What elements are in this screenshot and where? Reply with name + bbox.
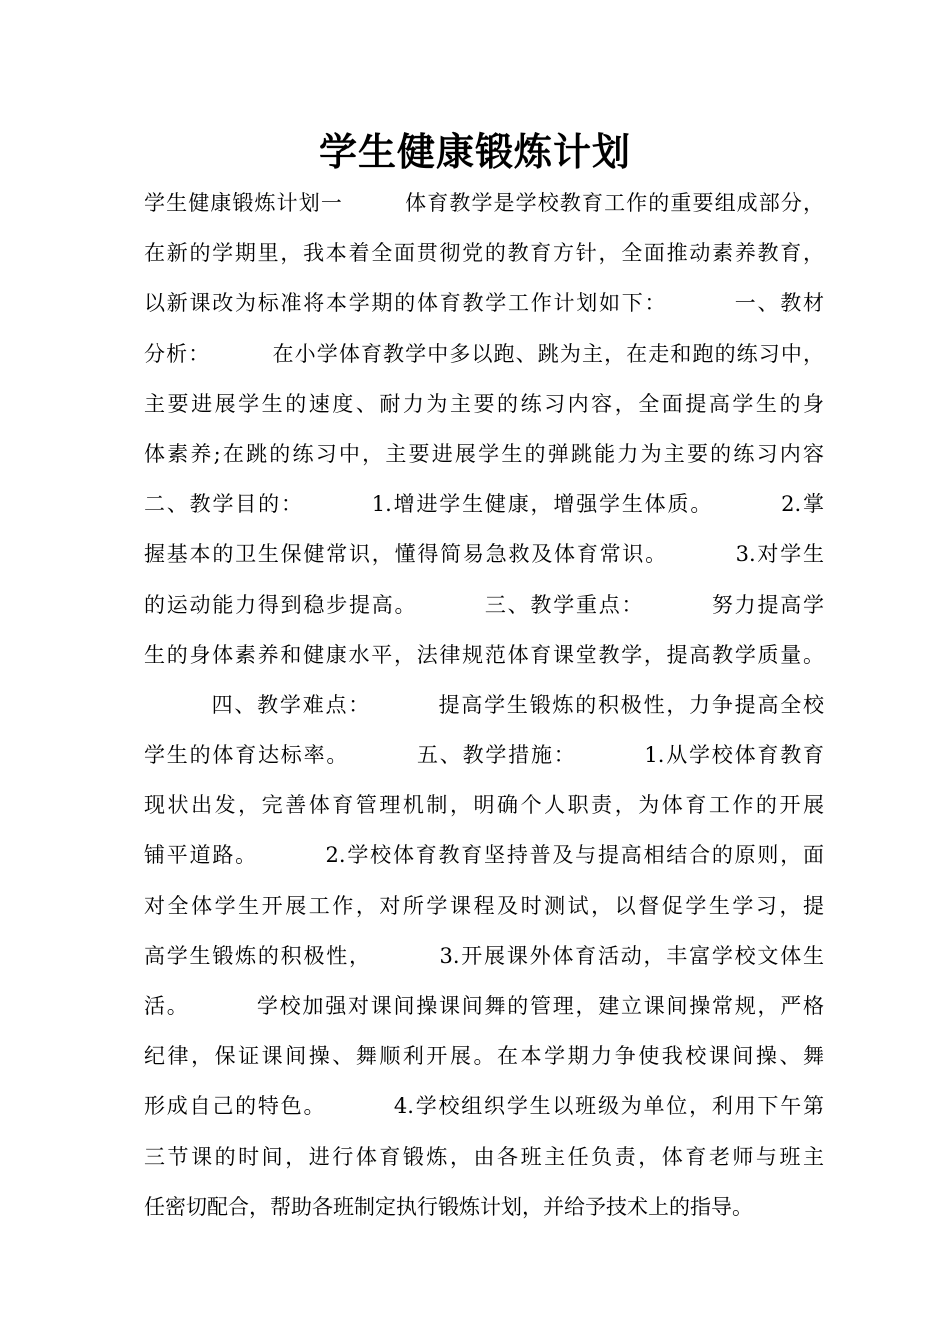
body-line: 在新的学期里，我本着全面贯彻党的教育方针，全面推动素养教育， <box>144 241 824 266</box>
document-title: 学生健康锻炼计划 <box>318 130 631 174</box>
body-line: 高学生锻炼的积极性， 3.开展课外体育活动，丰富学校文体生 <box>144 943 824 968</box>
body-line: 二、教学目的： 1.增进学生健康，增强学生体质。 2.掌 <box>144 492 824 517</box>
body-line: 现状出发，完善体育管理机制，明确个人职责，为体育工作的开展 <box>144 793 824 818</box>
body-line: 三节课的时间，进行体育锻炼，由各班主任负责，体育老师与班主 <box>144 1144 824 1169</box>
body-line: 学生的体育达标率。 五、教学措施： 1.从学校体育教育 <box>144 743 824 768</box>
body-line: 形成自己的特色。 4.学校组织学生以班级为单位，利用下午第 <box>144 1094 824 1119</box>
body-line: 对全体学生开展工作，对所学课程及时测试，以督促学生学习，提 <box>144 893 824 918</box>
body-line: 分析： 在小学体育教学中多以跑、跳为主，在走和跑的练习中， <box>144 341 824 366</box>
body-line: 任密切配合，帮助各班制定执行锻炼计划，并给予技术上的指导。 <box>144 1194 753 1219</box>
body-line: 握基本的卫生保健常识，懂得简易急救及体育常识。 3.对学生 <box>144 542 824 567</box>
document-body <box>144 178 824 1232</box>
body-line: 以新课改为标准将本学期的体育教学工作计划如下： 一、教材 <box>144 291 824 316</box>
body-line: 体素养;在跳的练习中，主要进展学生的弹跳能力为主要的练习内容 <box>144 441 824 466</box>
body-line: 纪律，保证课间操、舞顺利开展。在本学期力争使我校课间操、舞 <box>144 1044 824 1069</box>
body-line: 主要进展学生的速度、耐力为主要的练习内容，全面提高学生的身 <box>144 391 824 416</box>
body-line: 铺平道路。 2.学校体育教育坚持普及与提高相结合的原则，面 <box>144 843 824 868</box>
body-line: 生的身体素养和健康水平，法律规范体育课堂教学，提高教学质量。 <box>144 642 824 667</box>
body-line: 学生健康锻炼计划一 体育教学是学校教育工作的重要组成部分， <box>144 191 824 215</box>
body-line: 活。 学校加强对课间操课间舞的管理，建立课间操常规，严格 <box>144 994 824 1018</box>
body-line: 的运动能力得到稳步提高。 三、教学重点： 努力提高学 <box>144 592 824 617</box>
body-line: 四、教学难点： 提高学生锻炼的积极性，力争提高全校 <box>144 692 824 717</box>
